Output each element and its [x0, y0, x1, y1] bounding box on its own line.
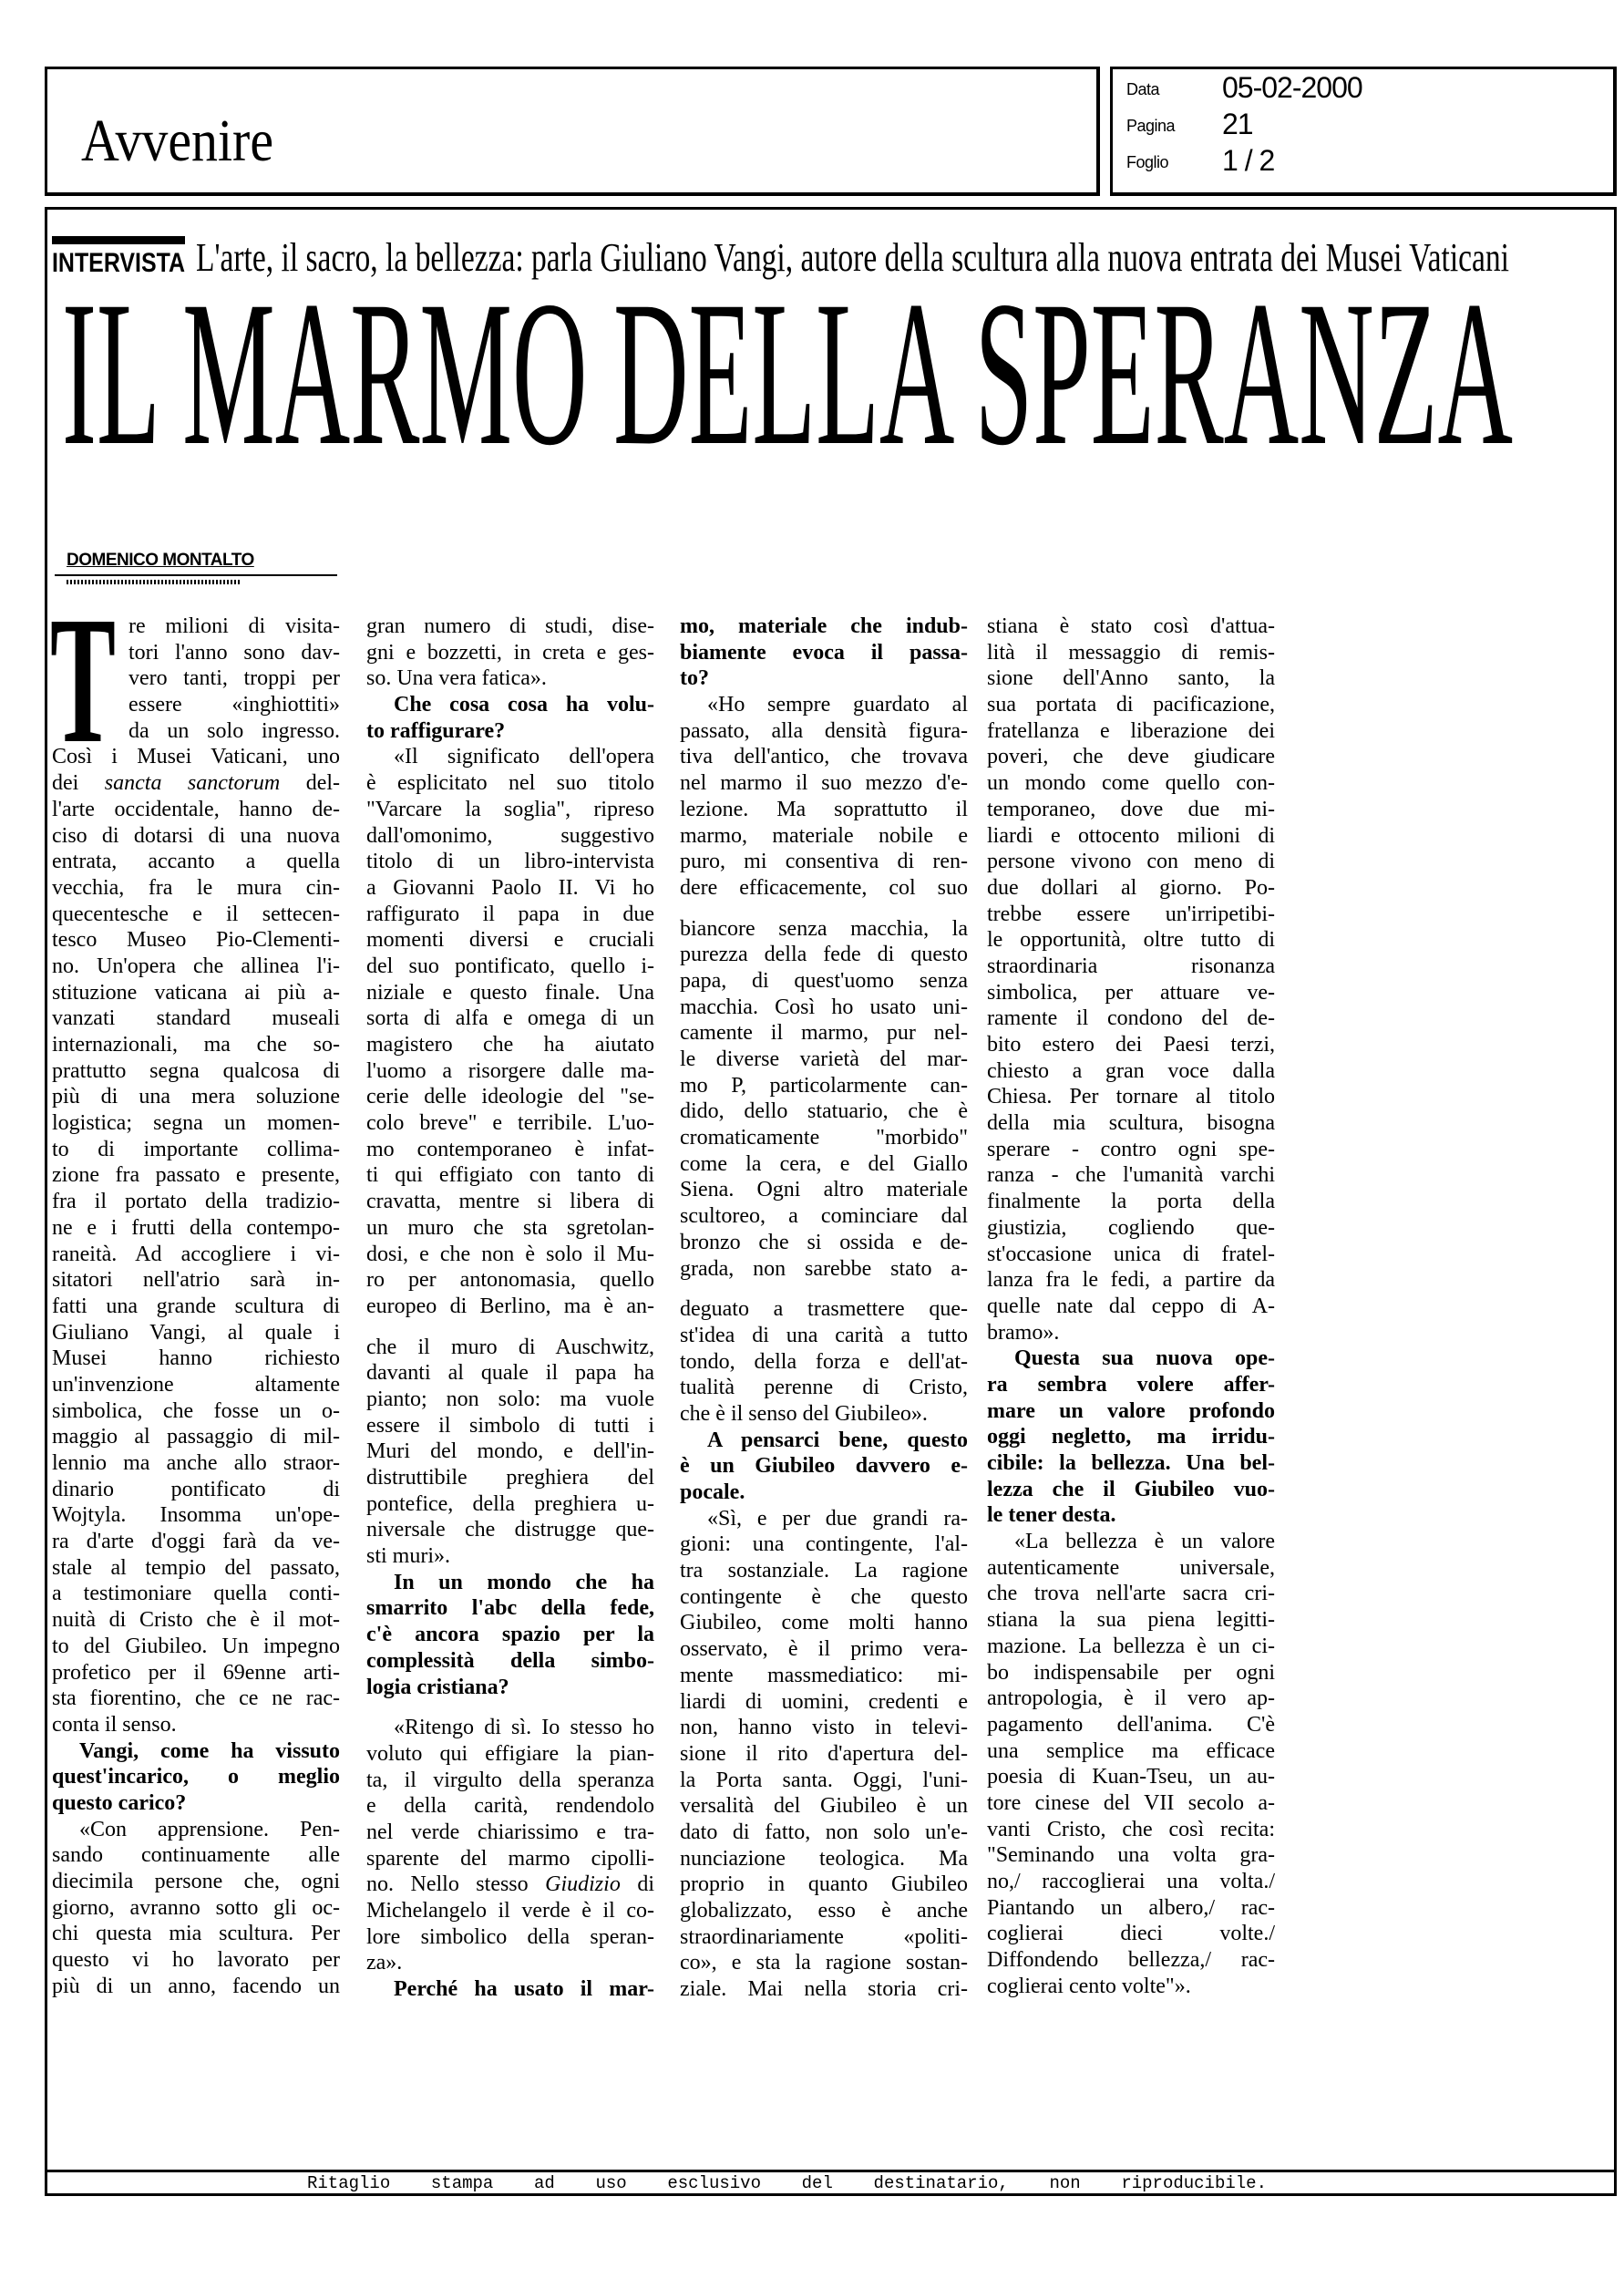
text-line: «Ritengo di sì. Io stesso ho: [394, 1716, 654, 1740]
text-line: raffigurato il papa in due: [366, 902, 654, 926]
text-line: pontefice, della preghiera u-: [366, 1491, 654, 1516]
text-line: lità il messaggio di remis-: [987, 640, 1275, 665]
text-line: sitatori nell'atrio sarà in-: [52, 1268, 340, 1293]
date-value: 05-02-2000: [1222, 71, 1362, 104]
text-line: stiana è stato così d'attua-: [987, 614, 1275, 638]
text-line: marmo, materiale nobile e: [680, 823, 968, 848]
text-line: straordinaria risonanza: [987, 954, 1275, 978]
text-line: le diverse varietà del mar-: [680, 1047, 968, 1071]
footer-word: stampa: [430, 2173, 494, 2193]
text-line: "Seminando una volta gra-: [987, 1843, 1275, 1868]
text-line: è esplicitato nel suo titolo: [366, 771, 654, 796]
text-line: stituzione vaticana ai più a-: [52, 980, 340, 1005]
text-line: vanzati standard museali: [52, 1006, 340, 1031]
text-line: bito estero dei Paesi terzi,: [987, 1033, 1275, 1057]
text-line: dei sancta sanctorum del-: [52, 771, 340, 796]
interview-paragraph: [680, 916, 968, 1283]
text-line: mare un valore profondo: [987, 1398, 1275, 1423]
text-line: Che cosa cosa ha volu-: [394, 693, 654, 717]
text-line: pianto; non solo: ma vuole: [366, 1387, 654, 1411]
text-line: zione fra passato e presente,: [52, 1163, 340, 1188]
text-line: pocale.: [680, 1480, 745, 1504]
text-line: ramente il condono del de-: [987, 1006, 1275, 1031]
text-line: papa, di quest'uomo senza: [680, 968, 968, 993]
text-line: Michelangelo il verde è il co-: [366, 1899, 654, 1923]
text-line: oggi negletto, ma irridu-: [987, 1425, 1275, 1449]
text-line: biancore senza macchia, la: [680, 916, 968, 941]
text-line: quelle nate dal ceppo di A-: [987, 1294, 1275, 1318]
article-subtitle: L'arte, il sacro, la bellezza: parla Giuliano Vangi, autore della scultura alla nuova entrata dei Musei Vaticani: [196, 235, 1509, 280]
text-line: sorta di alfa e omega di un: [366, 1006, 654, 1031]
column-gap: [366, 1700, 654, 1715]
text-line: l'arte occidentale, hanno de-: [52, 797, 340, 821]
text-line: due dollari al giorno. Po-: [987, 875, 1275, 900]
text-line: un mondo come quello con-: [987, 771, 1275, 796]
text-line: diecimila persone che, ogni: [52, 1870, 340, 1893]
text-line: stiana la sua piena legitti-: [987, 1608, 1275, 1633]
text-line: osservato, è il primo vera-: [680, 1637, 968, 1662]
text-line: chiesto a gran voce dalla: [987, 1058, 1275, 1083]
interview-paragraph: [366, 1715, 654, 1976]
text-line: temporaneo, dove due mi-: [987, 797, 1275, 821]
text-line: essere il simbolo di tutti i: [366, 1413, 654, 1438]
text-line: nel marmo il suo mezzo d'e-: [680, 771, 968, 796]
interview-question: [680, 1428, 968, 1506]
text-line: stale al tempio del passato,: [52, 1555, 340, 1580]
text-line: contingente è che questo: [680, 1584, 968, 1609]
interview-paragraph: [680, 1506, 968, 2003]
text-line: europeo di Berlino, ma è an-: [366, 1294, 654, 1318]
interview-question: [366, 1976, 654, 2003]
interview-paragraph: [52, 1817, 340, 2000]
text-line: maggio al passaggio di mil-: [52, 1425, 340, 1449]
text-line: mo P, particolarmente can-: [680, 1073, 968, 1098]
text-line: purezza della fede di questo: [680, 943, 968, 967]
text-line: fra il portato della tradizio-: [52, 1190, 340, 1214]
text-line: tondo, della forza e dell'at-: [680, 1349, 968, 1374]
text-line: finalmente la porta della: [987, 1190, 1275, 1214]
column-gap: [680, 1282, 968, 1296]
byline-rule: [55, 574, 337, 576]
interview-paragraph: [366, 1335, 654, 1570]
text-line: mente massmediatico: mi-: [680, 1663, 968, 1687]
text-line: liardi e ottocento milioni di: [987, 823, 1275, 848]
footer-word: riproducibile.: [1121, 2173, 1267, 2193]
interview-paragraph: [987, 614, 1275, 1346]
interview-paragraph: [987, 1529, 1275, 1999]
text-line: re milioni di visita-: [128, 614, 340, 638]
interview-paragraph: [680, 692, 968, 902]
text-line: «Il significato dell'opera: [394, 745, 654, 769]
text-line: quest'incarico, o meglio: [52, 1765, 340, 1789]
text-line: tori l'anno sono dav-: [128, 640, 340, 665]
text-line: che è il senso del Giubileo».: [680, 1401, 928, 1426]
text-line: smarrito l'abc della fede,: [366, 1596, 654, 1621]
footer-disclaimer: [307, 2173, 1267, 2193]
italic-term: sancta sanctorum: [104, 771, 281, 796]
text-line: ne e i frutti della contempo-: [52, 1215, 340, 1240]
text-line: Piantando un albero,/ rac-: [987, 1895, 1275, 1920]
text-line: della mia scultura, bisogna: [987, 1111, 1275, 1136]
text-line: fratellanza e liberazione dei: [987, 718, 1275, 743]
text-line: dido, dello statuario, che è: [680, 1099, 968, 1124]
text-line: coglierai cento volte"».: [987, 1974, 1191, 1998]
text-line: dall'omonimo, suggestivo: [366, 823, 654, 848]
kicker-bar: [52, 236, 185, 244]
kicker-label: INTERVISTA: [52, 248, 185, 278]
column-gap: [366, 1320, 654, 1335]
text-line: raneità. Ad accogliere i vi-: [52, 1242, 340, 1266]
text-line: tualità perenne di Cristo,: [680, 1376, 968, 1400]
text-line: niversale che distrugge que-: [366, 1518, 654, 1542]
page-label: Pagina: [1126, 117, 1176, 135]
text-line: st'idea di una carità a tutto: [680, 1323, 968, 1347]
text-line: bronzo che si ossida e de-: [680, 1230, 968, 1254]
text-line: so. Una vera fatica».: [366, 666, 547, 691]
text-line: davanti al quale il papa ha: [366, 1361, 654, 1386]
text-line: ciso di dotarsi di una nuova: [52, 823, 340, 848]
footer-word: uso: [595, 2173, 627, 2193]
text-line: tore cinese del VII secolo a-: [987, 1790, 1275, 1815]
interview-question: [366, 1570, 654, 1700]
text-line: non, hanno visto in televi-: [680, 1716, 968, 1740]
text-line: vero tanti, troppi per: [128, 666, 340, 691]
text-line: logia cristiana?: [366, 1675, 509, 1699]
text-line: scultoreo, a cominciare dal: [680, 1204, 968, 1229]
text-line: simbolica, per attuare ve-: [987, 980, 1275, 1005]
interview-question: [52, 1738, 340, 1817]
text-line: come la cera, e del Giallo: [680, 1151, 968, 1176]
interview-paragraph: [366, 614, 654, 692]
text-line: antropologia, è il vero ap-: [987, 1686, 1275, 1711]
text-line: liardi di uomini, credenti e: [680, 1689, 968, 1714]
text-line: versalità del Giubileo è un: [680, 1794, 968, 1819]
interview-question: [987, 1346, 1275, 1529]
text-line: globalizzato, esso è anche: [680, 1899, 968, 1923]
text-line: è un Giubileo davvero e-: [680, 1454, 968, 1479]
text-line: una semplice ma efficace: [987, 1738, 1275, 1763]
text-line: gran numero di studi, dise-: [366, 614, 654, 638]
interview-paragraph: [366, 744, 654, 1319]
text-line: lanza fra le fedi, a partire da: [987, 1268, 1275, 1293]
text-line: sparente del marmo cipolli-: [366, 1846, 654, 1871]
text-line: nuità di Cristo che è il mot-: [52, 1608, 340, 1633]
text-line: sando continuamente alle: [52, 1843, 340, 1868]
text-line: del suo pontificato, quello i-: [366, 954, 654, 978]
text-line: ro per antonomasia, quello: [366, 1268, 654, 1293]
text-line: Muri del mondo, e dell'in-: [366, 1439, 654, 1464]
text-line: sione dell'Anno santo, la: [987, 666, 1275, 691]
text-line: A pensarci bene, questo: [707, 1428, 968, 1452]
text-line: deguato a trasmettere que-: [680, 1297, 968, 1322]
text-line: più di una mera soluzione: [52, 1085, 340, 1109]
text-line: macchia. Così ho usato uni-: [680, 995, 968, 1019]
text-line: poesia di Kuan-Tseu, un au-: [987, 1765, 1275, 1789]
text-line: passato, alla densità figura-: [680, 718, 968, 743]
text-line: logistica; segna un momen-: [52, 1111, 340, 1136]
footer-word: esclusivo: [667, 2173, 761, 2193]
text-line: magistero che ha aiutato: [366, 1033, 654, 1057]
text-line: coglierai dieci volte./: [987, 1922, 1275, 1946]
text-line: no. Un'opera che allinea l'i-: [52, 954, 340, 978]
text-line: gni e bozzetti, in creta e ges-: [366, 640, 654, 665]
text-line: da un solo ingresso.: [128, 718, 340, 743]
text-line: giorno, avranno sotto gli oc-: [52, 1895, 340, 1920]
text-line: ra d'arte d'oggi farà da ve-: [52, 1530, 340, 1554]
text-line: «Ho sempre guardato al: [707, 693, 968, 717]
text-line: nunciazione teologica. Ma: [680, 1846, 968, 1871]
text-line: Musei hanno richiesto: [52, 1346, 340, 1371]
text-line: lezza che il Giubileo vuo-: [987, 1477, 1275, 1501]
text-line: l'uomo a risorgere dalle ma-: [366, 1058, 654, 1083]
text-line: distruttibile preghiera del: [366, 1466, 654, 1490]
text-line: ziale. Mai nella storia cri-: [680, 1977, 968, 2002]
text-line: sione il rito d'apertura del-: [680, 1741, 968, 1766]
text-line: sti muri».: [366, 1544, 451, 1569]
text-line: cromaticamente "morbido": [680, 1126, 968, 1150]
text-line: che il muro di Auschwitz,: [366, 1335, 654, 1359]
text-line: In un mondo che ha: [394, 1570, 654, 1594]
text-line: fatti una grande scultura di: [52, 1294, 340, 1318]
text-line: che trova nell'arte sacra cri-: [987, 1582, 1275, 1606]
text-line: mo, materiale che indub-: [680, 614, 968, 638]
text-line: a Giovanni Paolo II. Vi ho: [366, 875, 654, 900]
text-line: dosi, e che non è solo il Mu-: [366, 1242, 654, 1266]
text-line: più di un anno, facendo un: [52, 1974, 340, 1998]
text-line: Chiesa. Per tornare al titolo: [987, 1085, 1275, 1109]
newspaper-logo: Avvenire: [81, 108, 273, 174]
text-line: puro, mi consentiva di ren-: [680, 850, 968, 874]
text-line: prattutto segna qualcosa di: [52, 1058, 340, 1083]
text-line: entrata, accanto a quella: [52, 850, 340, 874]
drop-cap-letter: T: [50, 614, 116, 744]
text-line: giustizia, cogliendo que-: [987, 1215, 1275, 1240]
text-line: autenticamente universale,: [987, 1555, 1275, 1580]
date-label: Data: [1126, 80, 1160, 98]
text-line: Siena. Ogni altro materiale: [680, 1178, 968, 1202]
text-line: titolo di un libro-intervista: [366, 850, 654, 874]
text-line: ra sembra volere affer-: [987, 1372, 1275, 1397]
text-line: tra sostanziale. La ragione: [680, 1559, 968, 1583]
text-line: to di importante collima-: [52, 1137, 340, 1161]
text-line: no. Nello stesso Giudizio di: [366, 1872, 654, 1897]
text-line: nel verde chiarissimo e tra-: [366, 1820, 654, 1844]
text-line: poveri, che deve giudicare: [987, 745, 1275, 769]
text-line: lennio ma anche allo straor-: [52, 1451, 340, 1475]
text-line: vecchia, fra le mura cin-: [52, 875, 340, 900]
text-line: "Varcare la soglia", ripreso: [366, 797, 654, 821]
text-line: persone vivono con meno di: [987, 850, 1275, 874]
text-line: «La bellezza è un valore: [1014, 1530, 1275, 1554]
text-line: to raffigurare?: [366, 718, 506, 743]
text-line: un'invenzione altamente: [52, 1372, 340, 1397]
text-line: mazione. La bellezza è un ci-: [987, 1634, 1275, 1658]
text-line: no,/ raccoglierai una volta./: [987, 1870, 1275, 1893]
text-line: Così i Musei Vaticani, uno: [52, 745, 340, 769]
text-line: le tener desta.: [987, 1503, 1116, 1528]
article-title: IL MARMO DELLA SPERANZA: [62, 259, 1513, 474]
text-line: complessità della simbo-: [366, 1648, 654, 1673]
text-line: colo breve" e terribile. L'uo-: [366, 1111, 654, 1136]
byline-hatch: [67, 580, 240, 584]
text-line: co», e sta la ragione sostan-: [680, 1951, 968, 1975]
text-line: lezione. Ma soprattutto il: [680, 797, 968, 821]
text-line: pagamento dell'anima. C'è: [987, 1712, 1275, 1737]
text-line: a testimoniare quella conti-: [52, 1582, 340, 1606]
sheet-value: 1 / 2: [1222, 144, 1275, 177]
text-line: questo vi ho lavorato per: [52, 1948, 340, 1973]
text-line: trebbe essere un'irripetibi-: [987, 902, 1275, 926]
footer-word: non: [1049, 2173, 1081, 2193]
text-line: la Porta santa. Oggi, l'uni-: [680, 1768, 968, 1792]
text-line: sua portata di pacificazione,: [987, 693, 1275, 717]
text-line: sta fiorentino, che ce ne rac-: [52, 1686, 340, 1711]
text-line: Wojtyla. Insomma un'ope-: [52, 1503, 340, 1528]
text-line: dinario pontificato di: [52, 1477, 340, 1501]
footer-word: del: [801, 2173, 833, 2193]
article-column-1: [52, 614, 340, 1999]
text-line: dato di fatto, non solo un'e-: [680, 1820, 968, 1844]
text-line: to?: [680, 666, 709, 691]
text-line: Questa sua nuova ope-: [1014, 1346, 1275, 1371]
text-line: essere «inghiottiti»: [128, 693, 340, 717]
text-line: cravatta, mentre si libera di: [366, 1190, 654, 1214]
text-line: bramo».: [987, 1320, 1060, 1345]
text-line: e della carità, rendendolo: [366, 1794, 654, 1819]
text-line: biamente evoca il passa-: [680, 640, 968, 665]
text-line: ti qui effigiato con tanto di: [366, 1163, 654, 1188]
text-line: Vangi, come ha vissuto: [79, 1738, 340, 1763]
text-line: grada, non sarebbe stato a-: [680, 1256, 968, 1281]
text-line: ta, il virgulto della speranza: [366, 1768, 654, 1792]
text-line: gioni: una contingente, l'al-: [680, 1532, 968, 1557]
text-line: conta il senso.: [52, 1712, 177, 1737]
text-line: Perché ha usato il mar-: [394, 1977, 654, 2002]
text-line: niziale e questo finale. Una: [366, 980, 654, 1005]
sheet-label: Foglio: [1126, 153, 1169, 171]
article-column-2: [366, 614, 654, 2003]
interview-question: [366, 692, 654, 744]
interview-question: [680, 614, 968, 692]
interview-paragraph: [52, 614, 340, 1738]
text-line: tesco Museo Pio-Clementi-: [52, 928, 340, 953]
text-line: straordinariamente «politi-: [680, 1924, 968, 1949]
text-line: proprio in quanto Giubileo: [680, 1872, 968, 1897]
text-line: un muro che sta sgretolan-: [366, 1215, 654, 1240]
italic-term: Giudizio: [545, 1872, 621, 1897]
footer-word: Ritaglio: [307, 2173, 391, 2193]
text-line: momenti diversi e cruciali: [366, 928, 654, 953]
footer-word: destinatario,: [873, 2173, 1009, 2193]
text-line: «Sì, e per due grandi ra-: [707, 1506, 968, 1531]
text-line: vanti Cristo, che così recita:: [987, 1817, 1275, 1841]
article-column-3: [680, 614, 968, 2003]
text-line: le opportunità, oltre tutto di: [987, 928, 1275, 953]
text-line: ranza - che l'umanità varchi: [987, 1163, 1275, 1188]
text-line: «Con apprensione. Pen-: [79, 1817, 340, 1841]
text-line: za».: [366, 1951, 403, 1975]
text-line: Giubileo, come molti hanno: [680, 1611, 968, 1635]
text-line: profetico per il 69enne arti-: [52, 1660, 340, 1685]
text-line: cibile: la bellezza. Una bel-: [987, 1451, 1275, 1475]
text-line: tiva dell'antico, che trovava: [680, 745, 968, 769]
text-line: to del Giubileo. Un impegno: [52, 1634, 340, 1658]
page-value: 21: [1222, 108, 1253, 140]
footer-word: ad: [533, 2173, 555, 2193]
text-line: sperare - contro ogni spe-: [987, 1137, 1275, 1161]
text-line: lore simbolico della speran-: [366, 1924, 654, 1949]
text-line: questo carico?: [52, 1790, 187, 1815]
text-line: bo indispensabile per ogni: [987, 1660, 1275, 1685]
article-column-4: [987, 614, 1275, 1999]
column-gap: [680, 902, 968, 916]
footer-divider: [45, 2170, 1617, 2172]
interview-paragraph: [680, 1296, 968, 1427]
text-line: c'è ancora spazio per la: [366, 1623, 654, 1647]
text-line: st'occasione unica di fratel-: [987, 1242, 1275, 1266]
text-line: Diffondendo bellezza,/ rac-: [987, 1948, 1275, 1973]
text-line: voluto qui effigiare la pian-: [366, 1741, 654, 1766]
text-line: simbolica, che fosse un o-: [52, 1398, 340, 1423]
text-line: cerie delle ideologie del "se-: [366, 1085, 654, 1109]
text-line: chi questa mia scultura. Per: [52, 1922, 340, 1946]
text-line: camente il marmo, pur nel-: [680, 1021, 968, 1046]
text-line: quecentesche e il settecen-: [52, 902, 340, 926]
text-line: internazionali, ma che so-: [52, 1033, 340, 1057]
text-line: Giuliano Vangi, al quale i: [52, 1320, 340, 1345]
author-byline: DOMENICO MONTALTO: [67, 551, 254, 570]
text-line: dere efficacemente, col suo: [680, 875, 968, 900]
text-line: mo contemporaneo è infat-: [366, 1137, 654, 1161]
